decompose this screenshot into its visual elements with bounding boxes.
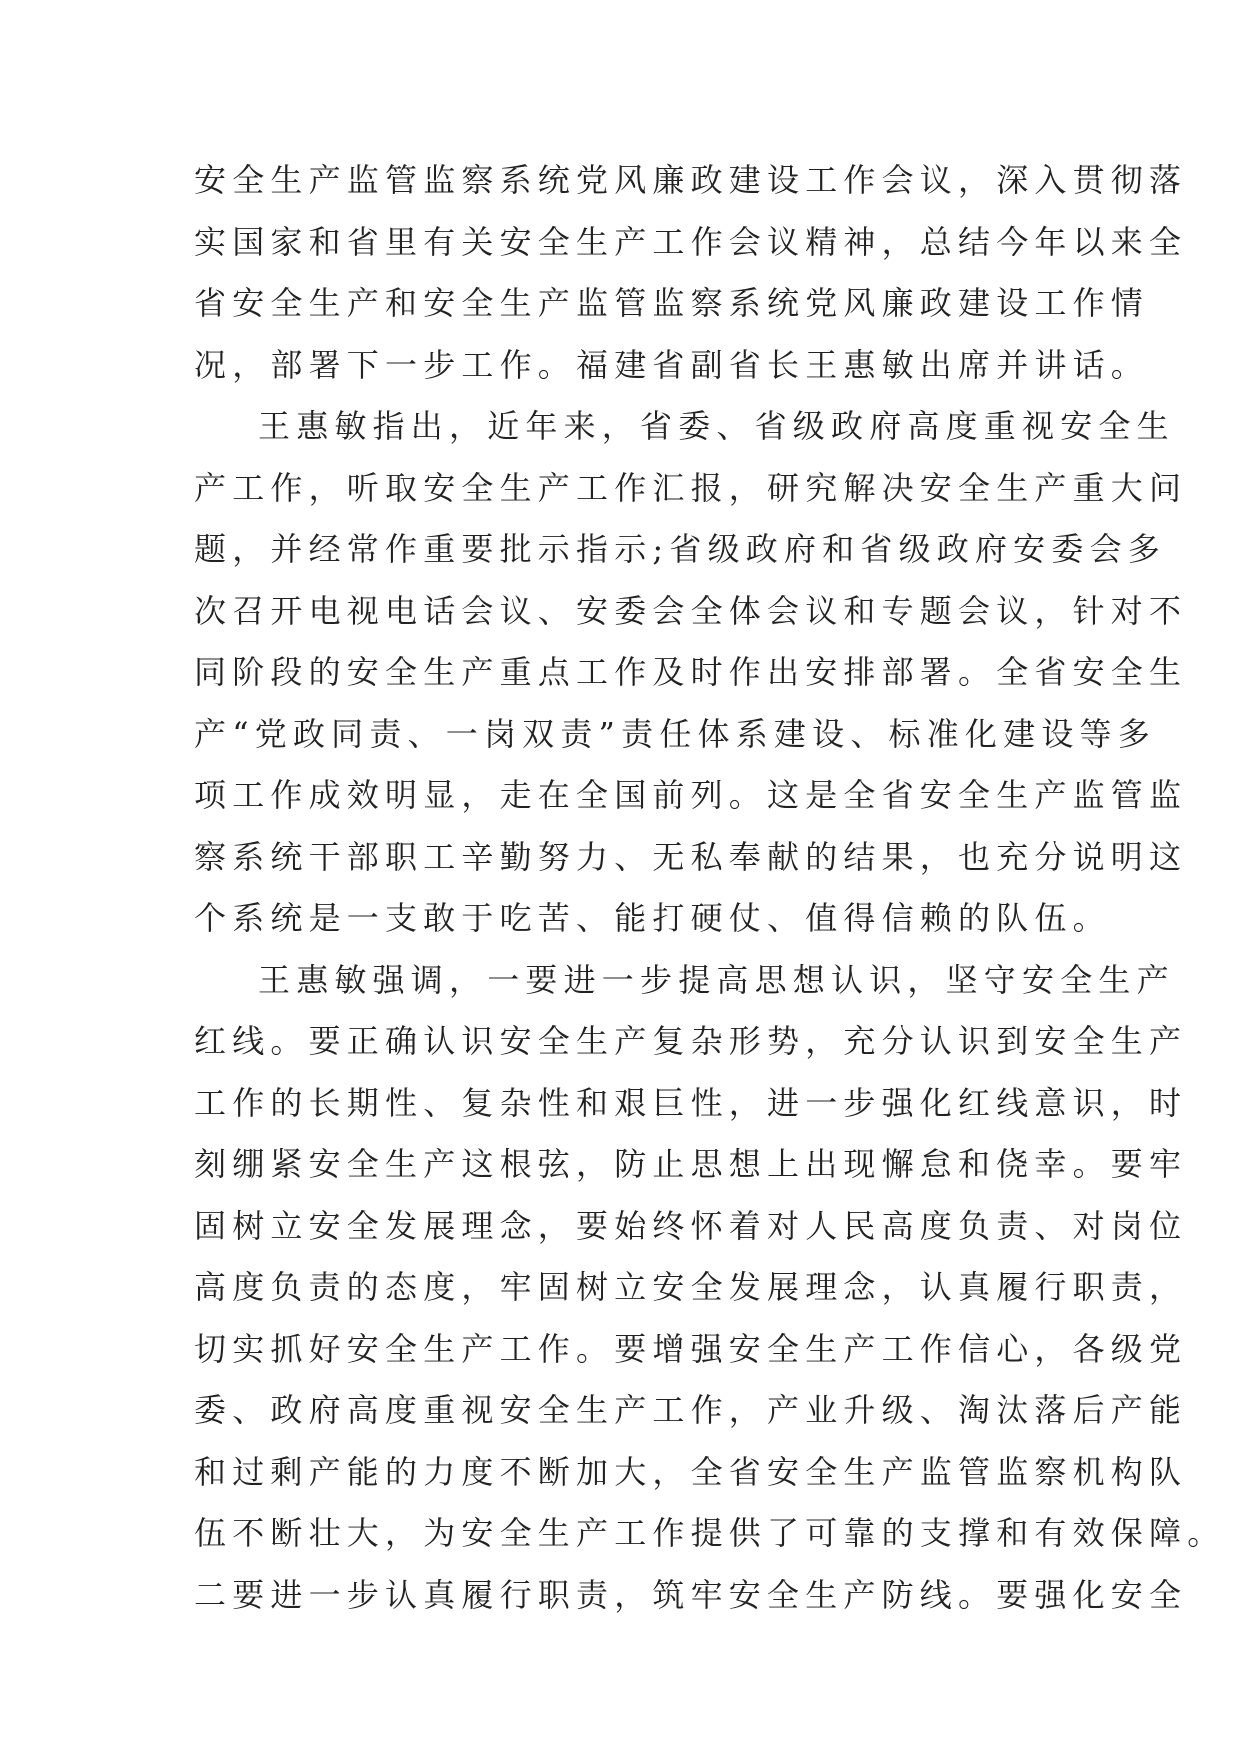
paragraph-first-line: 王惠敏指出，近年来，省委、省级政府高度重视安全生 (258, 407, 1175, 445)
text-line: 同阶段的安全生产重点工作及时作出安排部署。全省安全生 (194, 653, 1188, 691)
text-line: 产工作，听取安全生产工作汇报，研究解决安全生产重大问 (194, 468, 1188, 507)
text-line: 委、政府高度重视安全生产工作，产业升级、淘汰落后产能 (194, 1391, 1188, 1429)
text-line: 切实抓好安全生产工作。要增强安全生产工作信心，各级党 (194, 1329, 1188, 1368)
paragraph-first-line: 王惠敏强调，一要进一步提高思想认识，坚守安全生产 (258, 960, 1175, 999)
text-line: 二要进一步认真履行职责，筑牢安全生产防线。要强化安全 (194, 1575, 1188, 1614)
text-line: 察系统干部职工辛勤努力、无私奉献的结果，也充分说明这 (194, 837, 1188, 876)
text-line: 刻绷紧安全生产这根弦，防止思想上出现懈怠和侥幸。要牢 (194, 1145, 1188, 1183)
text-line: 红线。要正确认识安全生产复杂形势，充分认识到安全生产 (194, 1022, 1188, 1060)
text-line: 项工作成效明显，走在全国前列。这是全省安全生产监管监 (194, 776, 1188, 814)
text-line: 题，并经常作重要批示指示;省级政府和省级政府安委会多 (194, 530, 1166, 568)
text-line: 况，部署下一步工作。福建省副省长王惠敏出席并讲话。 (194, 345, 1150, 384)
text-line: 伍不断壮大，为安全生产工作提供了可靠的支撑和有效保障。 (194, 1514, 1226, 1552)
text-line: 产“党政同责、一岗双责”责任体系建设、标准化建设等多 (194, 714, 1156, 753)
text-line: 省安全生产和安全生产监管监察系统党风廉政建设工作情 (194, 284, 1150, 322)
text-line: 工作的长期性、复杂性和艰巨性，进一步强化红线意识，时 (194, 1083, 1188, 1122)
text-line: 高度负责的态度，牢固树立安全发展理念，认真履行职责， (194, 1268, 1188, 1306)
body-text (194, 150, 1226, 1626)
text-line: 和过剩产能的力度不断加大，全省安全生产监管监察机构队 (194, 1452, 1188, 1491)
text-line: 实国家和省里有关安全生产工作会议精神，总结今年以来全 (194, 222, 1188, 261)
text-line: 安全生产监管监察系统党风廉政建设工作会议，深入贯彻落 (194, 161, 1188, 199)
text-line: 个系统是一支敢于吃苦、能打硬仗、值得信赖的队伍。 (194, 899, 1111, 937)
text-line: 固树立安全发展理念，要始终怀着对人民高度负责、对岗位 (194, 1206, 1188, 1245)
text-line: 次召开电视电话会议、安委会全体会议和专题会议，针对不 (194, 591, 1188, 630)
